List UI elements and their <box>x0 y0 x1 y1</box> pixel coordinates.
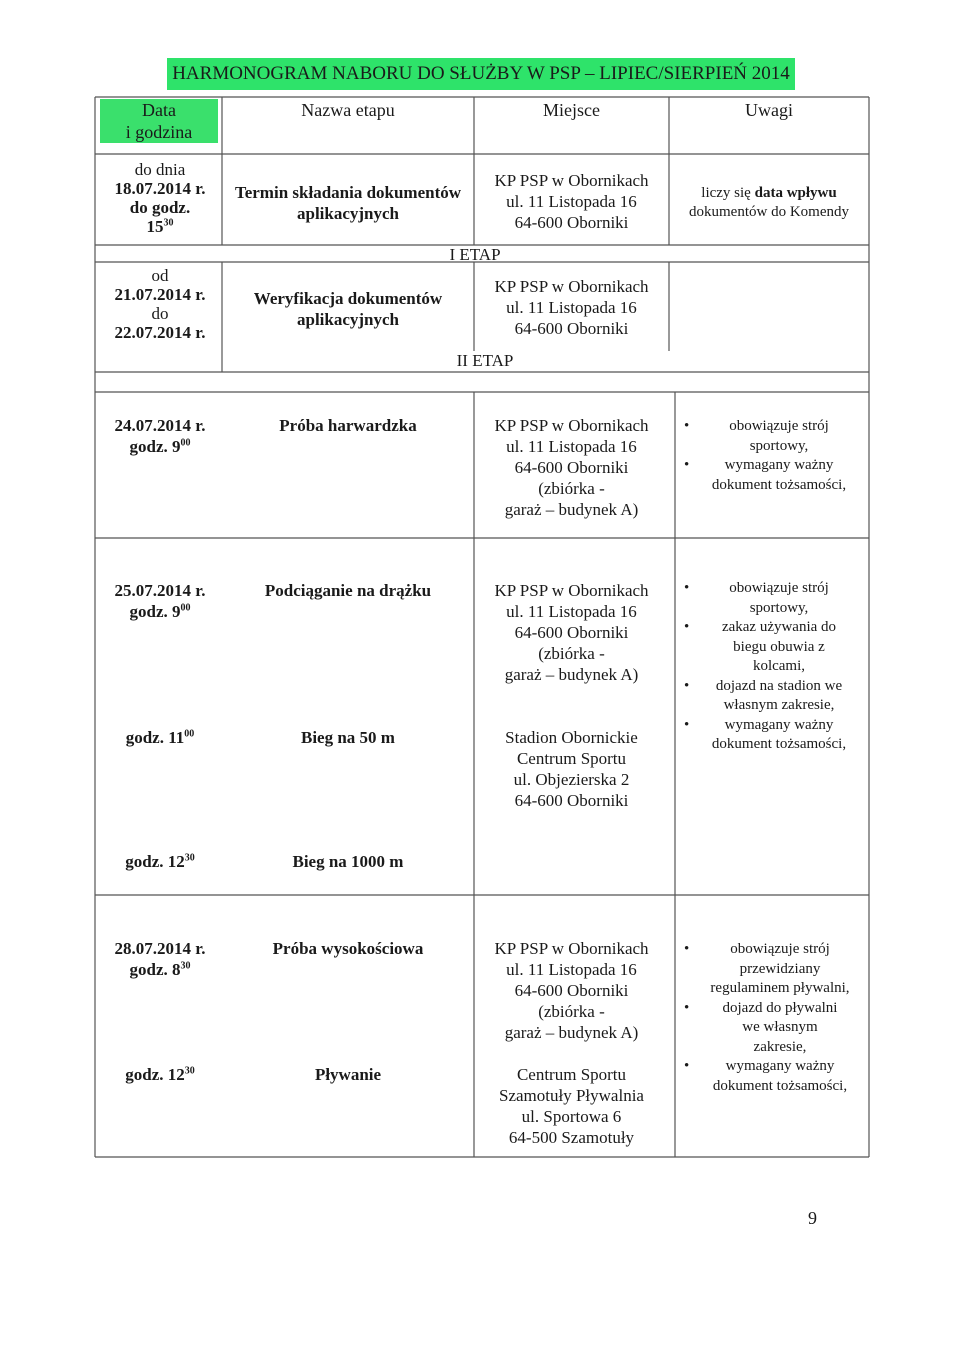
row5-place-line: garaż – budynek A) <box>504 1023 639 1042</box>
row4-time2: godz. $11^{00}$ <box>125 728 195 747</box>
row2-stage-line: aplikacyjnych <box>296 310 400 329</box>
header-place: Miejsce <box>543 100 600 120</box>
row1-date-line: do godz. <box>129 198 191 217</box>
row5-place-line: ul. 11 Listopada 16 <box>506 960 637 979</box>
row5-stage2: Pływanie <box>314 1065 382 1084</box>
row1-place-line: 64-600 Oborniki <box>514 213 629 232</box>
row2-date-line: 21.07.2014 r. <box>114 285 206 304</box>
row2-place <box>474 276 669 339</box>
row5-place2-line: Szamotuły Pływalnia <box>499 1086 644 1105</box>
row1-date-line: 18.07.2014 r. <box>114 179 206 198</box>
row5-place2-line: 64-500 Szamotuły <box>508 1128 635 1147</box>
row5-place-line: 64-600 Oborniki <box>514 981 629 1000</box>
page-number: 9 <box>808 1208 817 1228</box>
row4-place-line: garaż – budynek A) <box>504 665 639 684</box>
header-date-line2: i godzina <box>125 122 193 142</box>
row1-stage <box>222 182 474 224</box>
row1-note-line2: dokumentów do Komendy <box>689 204 849 220</box>
row4-note: • dojazd na stadion we własnym zakresie, <box>678 677 858 716</box>
row5-place2 <box>474 1064 669 1148</box>
row5-place2-line: ul. Sportowa 6 <box>521 1107 622 1126</box>
row1-note-bold: data wpływu <box>754 185 837 201</box>
row1-stage-line: aplikacyjnych <box>296 204 400 223</box>
row5-stage: Próba wysokościowa <box>272 939 424 958</box>
row4-place2-line: Centrum Sportu <box>516 749 627 768</box>
header-date <box>100 99 218 143</box>
row3-place <box>474 415 669 520</box>
row4-time3: godz. $12^{30}$ <box>125 852 195 871</box>
row3-place-line: (zbiórka - <box>538 479 605 498</box>
row2-stage <box>222 288 474 330</box>
row3-place-line: 64-600 Oborniki <box>514 458 629 477</box>
row4-place-line: (zbiórka - <box>538 644 605 663</box>
row4-place2 <box>474 727 669 811</box>
row5-time2: godz. $12^{30}$ <box>125 1065 195 1084</box>
row3-place-line: garaż – budynek A) <box>504 500 639 519</box>
row4-place2-line: 64-600 Oborniki <box>514 791 629 810</box>
row4-place2-line: Stadion Obornickie <box>505 728 638 747</box>
row3-place-line: KP PSP w Obornikach <box>494 416 649 435</box>
row1-date <box>98 160 222 236</box>
row4-notes <box>678 579 858 755</box>
row4-note: • zakaz używania do biegu obuwia z kolcami, <box>678 618 858 677</box>
row3-place-line: ul. 11 Listopada 16 <box>506 437 637 456</box>
row5-place-line: (zbiórka - <box>538 1002 605 1021</box>
row1-place <box>474 170 669 233</box>
row2-place-line: ul. 11 Listopada 16 <box>506 298 637 317</box>
row2-date <box>98 266 222 342</box>
row4-date <box>98 580 222 622</box>
row3-note: • obowiązuje strój sportowy, <box>678 417 858 456</box>
row1-stage-line: Termin składania dokumentów <box>234 183 462 202</box>
row4-date-line: 25.07.2014 r. <box>114 581 206 600</box>
header-stage: Nazwa etapu <box>301 100 395 120</box>
row2-place-line: 64-600 Oborniki <box>514 319 629 338</box>
row4-place2-line: ul. Objezierska 2 <box>513 770 630 789</box>
row5-date <box>98 938 222 980</box>
etap2-label: II ETAP <box>456 351 514 370</box>
row2-date-line: do <box>151 304 169 323</box>
header-date-line1: Data <box>142 100 176 120</box>
row4-time: godz. $9^{00}$ <box>129 602 191 621</box>
row5-place2-line: Centrum Sportu <box>516 1065 627 1084</box>
header-notes: Uwagi <box>745 100 793 120</box>
row4-stage3: Bieg na 1000 m <box>292 852 404 871</box>
row5-note: • dojazd do pływalni we własnym zakresie, <box>678 999 860 1058</box>
row5-place-line: KP PSP w Obornikach <box>494 939 649 958</box>
row2-date-line: 22.07.2014 r. <box>114 323 206 342</box>
row4-place-line: ul. 11 Listopada 16 <box>506 602 637 621</box>
row4-note: • wymagany ważny dokument tożsamości, <box>678 716 858 755</box>
row4-place-line: 64-600 Oborniki <box>514 623 629 642</box>
row4-place-line: KP PSP w Obornikach <box>494 581 649 600</box>
row4-note: • obowiązuje strój sportowy, <box>678 579 858 618</box>
row5-notes <box>678 940 860 1096</box>
row3-date <box>98 415 222 457</box>
row2-date-line: od <box>151 266 169 285</box>
row1-note-text: liczy się <box>701 185 755 201</box>
row2-stage-line: Weryfikacja dokumentów <box>253 289 443 308</box>
row4-stage: Podciąganie na drążku <box>264 581 432 600</box>
row1-time: $15^{30}$ <box>146 217 174 236</box>
row3-stage: Próba harwardzka <box>279 416 417 435</box>
row5-date-line: 28.07.2014 r. <box>114 939 206 958</box>
row1-place-line: KP PSP w Obornikach <box>494 171 649 190</box>
row4-stage2: Bieg na 50 m <box>301 728 395 747</box>
row2-place-line: KP PSP w Obornikach <box>494 277 649 296</box>
row5-note: • wymagany ważny dokument tożsamości, <box>678 1057 860 1096</box>
row1-notes <box>669 184 869 222</box>
etap1-label: I ETAP <box>449 245 501 264</box>
row3-date-line: 24.07.2014 r. <box>114 416 206 435</box>
row1-place-line: ul. 11 Listopada 16 <box>506 192 637 211</box>
row5-note: • obowiązuje strój przewidziany regulaminem pływalni, <box>678 940 860 999</box>
row3-note: • wymagany ważny dokument tożsamości, <box>678 456 858 495</box>
row5-place <box>474 938 669 1043</box>
row3-time: godz. $9^{00}$ <box>129 437 191 456</box>
row4-place <box>474 580 669 685</box>
row1-date-line: do dnia <box>134 160 186 179</box>
row5-time: godz. $8^{30}$ <box>129 960 191 979</box>
document-title: HARMONOGRAM NABORU DO SŁUŻBY W PSP – LIPIEC/SIERPIEŃ 2014 <box>167 58 795 90</box>
row3-notes <box>678 417 858 495</box>
